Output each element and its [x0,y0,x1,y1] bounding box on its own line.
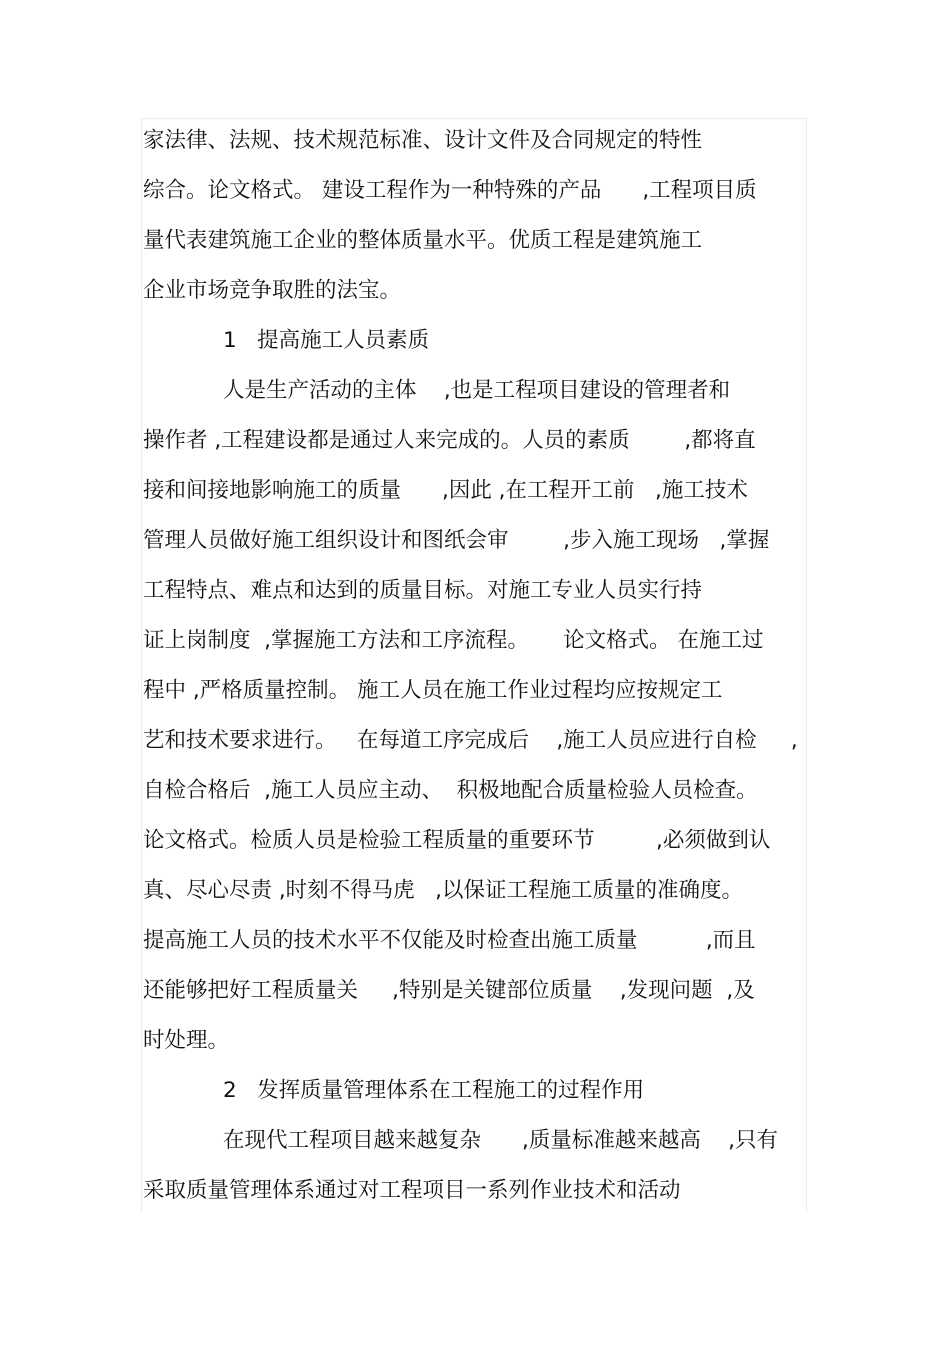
section-heading-2: 2 发挥质量管理体系在工程施工的过程作用 [223,1078,645,1103]
text-line-19: 时处理。 [143,1028,230,1053]
text-line-1: 家法律、法规、技术规范标准、设计文件及合同规定的特性 [143,128,703,153]
text-line-13: 艺和技术要求进行。 在每道工序完成后 ,施工人员应进行自检 , [143,728,798,753]
text-line-11: 证上岗制度 ,掌握施工方法和工序流程。 论文格式。 在施工过 [143,628,764,653]
text-line-17: 提高施工人员的技术水平不仅能及时检查出施工质量 ,而且 [143,928,756,953]
text-line-16: 真、尽心尽责 ,时刻不得马虎 ,以保证工程施工质量的准确度。 [143,878,744,903]
text-line-14: 自检合格后 ,施工人员应主动、 积极地配合质量检验人员检查。 [143,778,758,803]
text-line-7: 操作者 ,工程建设都是通过人来完成的。人员的素质 ,都将直 [143,428,756,453]
text-line-12: 程中 ,严格质量控制。 施工人员在施工作业过程均应按规定工 [143,678,723,703]
text-line-6: 人是生产活动的主体 ,也是工程项目建设的管理者和 [223,378,731,403]
text-line-4: 企业市场竞争取胜的法宝。 [143,278,402,303]
text-line-18: 还能够把好工程质量关 ,特别是关键部位质量 ,发现问题 ,及 [143,978,755,1003]
section-heading-1: 1 提高施工人员素质 [223,328,430,353]
text-line-3: 量代表建筑施工企业的整体质量水平。优质工程是建筑施工 [143,228,703,253]
text-line-2: 综合。论文格式。 建设工程作为一种特殊的产品 ,工程项目质 [143,178,757,203]
text-line-22: 采取质量管理体系通过对工程项目一系列作业技术和活动 [143,1178,681,1203]
text-line-8: 接和间接地影响施工的质量 ,因此 ,在工程开工前 ,施工技术 [143,478,748,503]
text-line-10: 工程特点、难点和达到的质量目标。对施工专业人员实行持 [143,578,703,603]
text-line-9: 管理人员做好施工组织设计和图纸会审 ,步入施工现场 ,掌握 [143,528,770,553]
text-line-21: 在现代工程项目越来越复杂 ,质量标准越来越高 ,只有 [223,1128,779,1153]
text-line-15: 论文格式。检质人员是检验工程质量的重要环节 ,必须做到认 [143,828,771,853]
